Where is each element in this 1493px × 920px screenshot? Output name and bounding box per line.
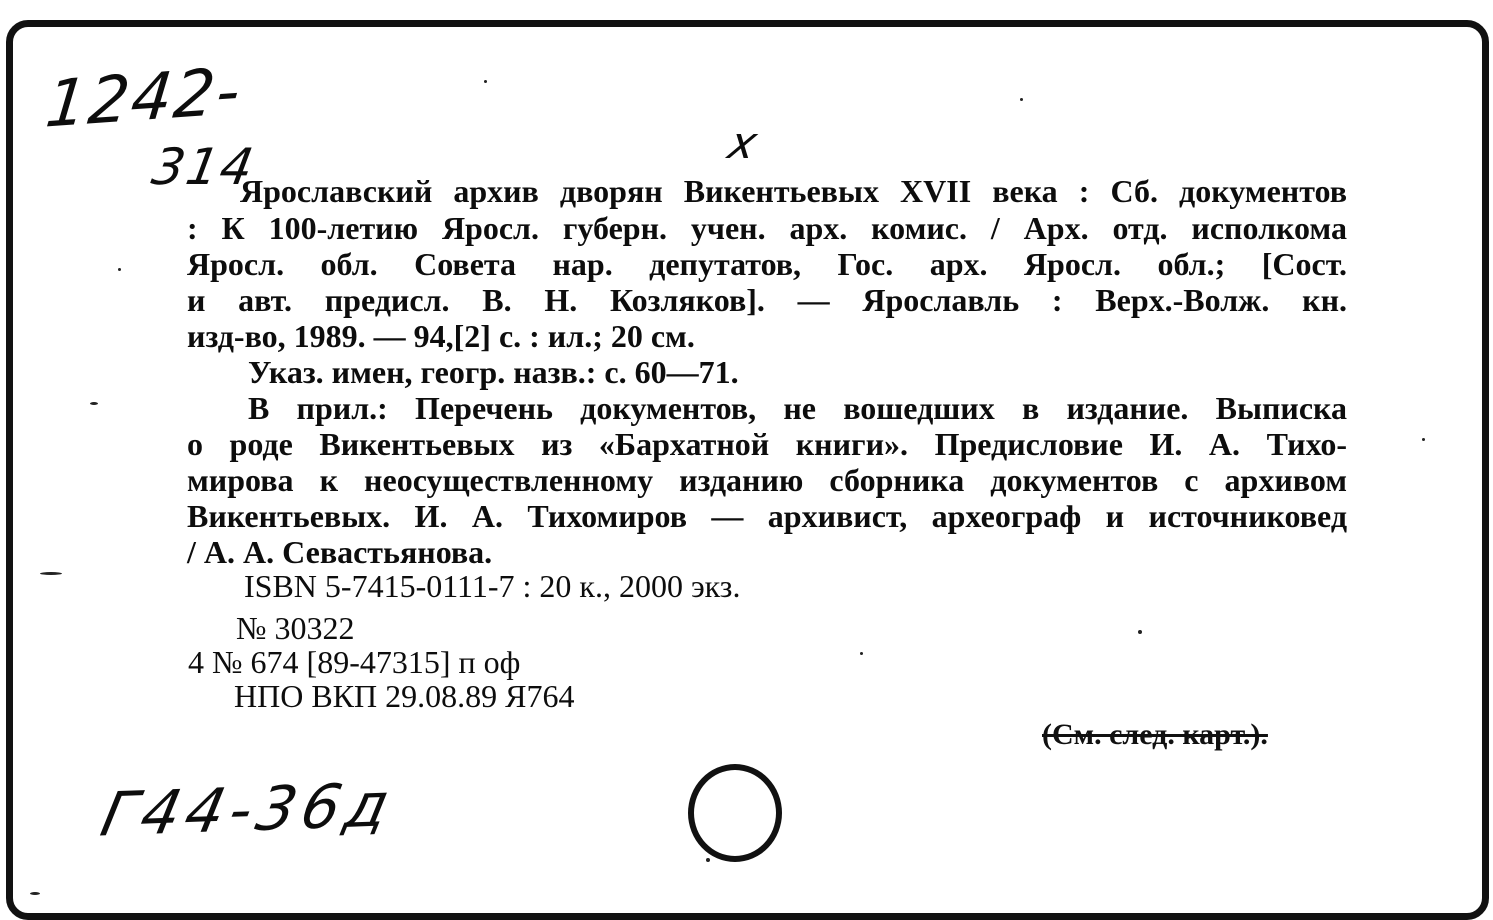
scan-speck — [484, 80, 487, 83]
appendix-line-1: В прил.: Перечень документов, не вошедших в издание. Выписка — [248, 390, 1347, 426]
inventory-number-top: 1242- — [42, 54, 246, 143]
scan-speck — [118, 268, 121, 271]
appendix-line-2: о роде Викентьевых из «Бархатной книги». Предисловие И. А. Тихо- — [187, 426, 1347, 462]
printer-line: НПО ВКП 29.08.89 Я764 — [234, 678, 575, 714]
record-line-2: : К 100-летию Яросл. губерн. учен. арх. комис. / Арх. отд. исполкома — [187, 210, 1347, 246]
next-card-note: (См. след. карт.). — [1042, 718, 1268, 751]
scan-speck — [1020, 98, 1023, 101]
scan-speck — [40, 572, 62, 575]
scan-speck — [1138, 630, 1142, 634]
appendix-line-4: Викентьевых. И. А. Тихомиров — архивист, археограф и источниковед — [187, 498, 1347, 534]
index-note: Указ. имен, геогр. назв.: с. 60—71. — [248, 354, 739, 390]
scan-speck — [860, 652, 863, 655]
record-line-1: Ярославский архив дворян Викентьевых XVII века : Сб. документов — [240, 173, 1347, 209]
appendix-line-5: / А. А. Севастьянова. — [187, 534, 493, 570]
handwritten-mark: x — [723, 118, 765, 169]
scan-speck — [1422, 438, 1425, 441]
scan-speck — [90, 402, 98, 405]
punch-hole — [688, 764, 782, 862]
inventory-number-bottom: 314 — [147, 138, 260, 196]
record-number: № 30322 — [236, 610, 355, 646]
isbn-line: ISBN 5-7415-0111-7 : 20 к., 2000 экз. — [244, 568, 741, 604]
scan-speck — [706, 858, 710, 862]
appendix-line-3: мирова к неосуществленному изданию сборника документов с архивом — [187, 462, 1347, 498]
shelf-code: Г44-36д — [95, 769, 402, 851]
order-line: 4 № 674 [89-47315] п оф — [188, 644, 521, 680]
scan-speck — [30, 892, 40, 895]
record-line-4: и авт. предисл. В. Н. Козляков]. — Ярославль : Верх.-Волж. кн. — [187, 282, 1347, 318]
record-line-3: Яросл. обл. Совета нар. депутатов, Гос. арх. Яросл. обл.; [Сост. — [187, 246, 1347, 282]
record-line-5: изд-во, 1989. — 94,[2] с. : ил.; 20 см. — [187, 318, 695, 354]
